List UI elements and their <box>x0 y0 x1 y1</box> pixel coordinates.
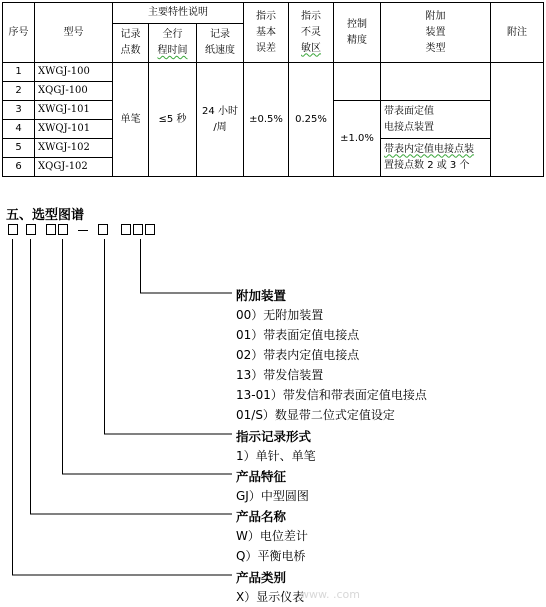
legend-name-item: W）电位差计 <box>236 529 308 543</box>
header-record-points: 记录 点数 <box>113 24 149 63</box>
legend-category-item: X）显示仪表 <box>236 590 305 604</box>
header-remark: 附注 <box>491 3 544 63</box>
row-6-seq: 6 <box>3 158 35 177</box>
legend-addon-item: 13）带发信装置 <box>236 368 324 382</box>
line-category <box>13 239 233 575</box>
row-2-model: XQGJ-100 <box>35 82 113 101</box>
header-main-group: 主要特性说明 <box>113 3 244 24</box>
header-dead-zone: 指示 不灵 敏区 <box>289 3 334 63</box>
dead-zone-value: 0.25% <box>289 63 334 177</box>
header-basic-error: 指示 基本 误差 <box>244 3 289 63</box>
header-seq: 序号 <box>3 3 35 63</box>
header-paper-speed: 记录 纸速度 <box>197 24 244 63</box>
legend-feature-title: 产品特征 <box>236 469 287 484</box>
legend-category-title: 产品类别 <box>236 570 287 585</box>
line-feature <box>63 239 233 474</box>
legend-addon-item: 00）无附加装置 <box>236 308 324 322</box>
line-addon <box>141 239 233 293</box>
row-5-model: XWGJ-102 <box>35 139 113 158</box>
row-3-model: XWGJ-101 <box>35 101 113 120</box>
legend-record-item: 1）单针、单笔 <box>236 449 316 463</box>
paper-speed-value: 24 小时 /周 <box>197 63 244 177</box>
legend-addon-item: 01/S）数显带二位式定值设定 <box>236 408 395 422</box>
addon-102: 带表内定值电接点装 置接点数 2 或 3 个 <box>381 139 491 177</box>
header-model: 型号 <box>35 3 113 63</box>
line-name <box>31 239 233 514</box>
basic-error-value: ±0.5% <box>244 63 289 177</box>
watermark: www. .com <box>300 588 360 601</box>
legend-feature-item: GJ）中型圆图 <box>236 489 309 503</box>
row-4-model: XWQJ-101 <box>35 120 113 139</box>
header-control-precision: 控制 精度 <box>334 3 381 63</box>
legend-addon-item: 01）带表面定值电接点 <box>236 328 360 342</box>
row-1-seq: 1 <box>3 63 35 82</box>
row-1-model: XWGJ-100 <box>35 63 113 82</box>
row-4-seq: 4 <box>3 120 35 139</box>
legend-addon-title: 附加装置 <box>236 288 287 303</box>
header-addon: 附加 装置 类型 <box>381 3 491 63</box>
addon-101: 带表面定值 电接点装置 <box>381 101 491 139</box>
legend-addon-item: 02）带表内定值电接点 <box>236 348 360 362</box>
section-title: 五、选型图谱 <box>6 208 85 223</box>
legend-name-title: 产品名称 <box>236 509 287 524</box>
full-time-value: ≤5 秒 <box>149 63 197 177</box>
record-points-value: 单笔 <box>113 63 149 177</box>
line-record <box>105 239 233 434</box>
row-6-model: XQGJ-102 <box>35 158 113 177</box>
row-5-seq: 5 <box>3 139 35 158</box>
row-3-seq: 3 <box>3 101 35 120</box>
row-2-seq: 2 <box>3 82 35 101</box>
legend-record-title: 指示记录形式 <box>236 429 312 444</box>
control-precision-value: ±1.0% <box>334 101 381 177</box>
legend-name-item: Q）平衡电桥 <box>236 549 306 563</box>
legend-addon-item: 13-01）带发信和带表面定值电接点 <box>236 388 427 402</box>
header-full-time: 全行 程时间 <box>149 24 197 63</box>
